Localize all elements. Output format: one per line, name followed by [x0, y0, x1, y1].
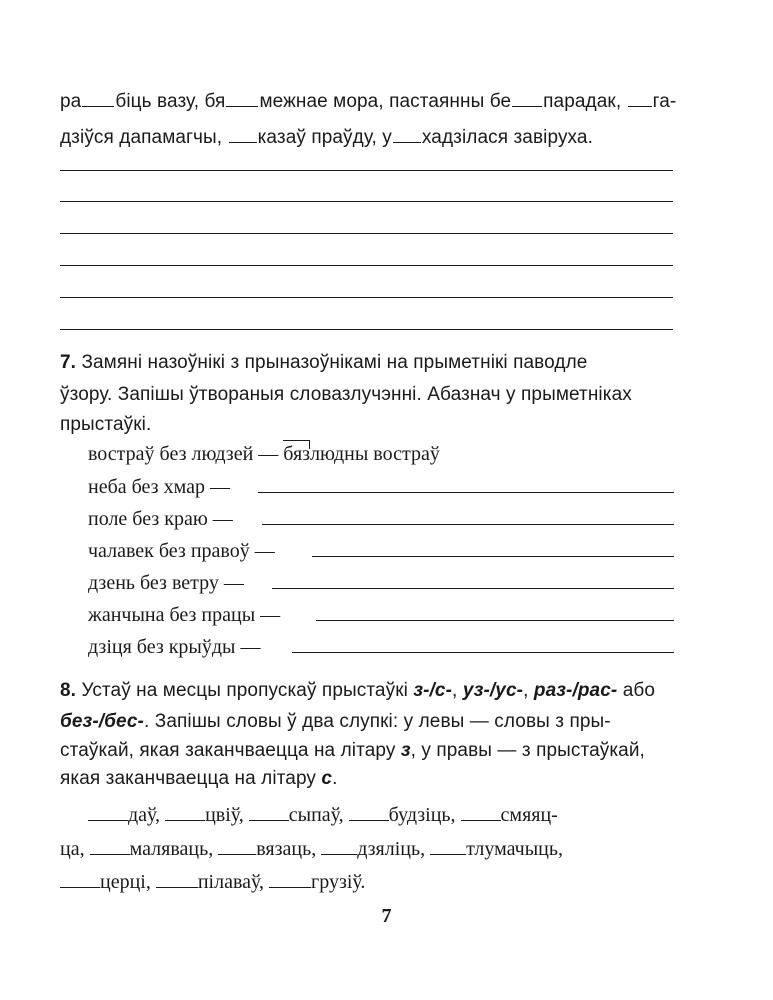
- blank: [393, 124, 421, 143]
- blank: [229, 124, 257, 143]
- blank[interactable]: [430, 836, 466, 855]
- blank[interactable]: [90, 836, 130, 855]
- answer-line[interactable]: [312, 556, 674, 557]
- task-8-instruction-line-3: стаўкай, якая заканчваецца на літару з, у правы — з прыстаўкай,: [60, 740, 645, 761]
- task-7-example: востраў без людзей — бязлюдны востраў: [88, 443, 440, 465]
- task-7-item: поле без краю —: [88, 508, 233, 530]
- answer-line[interactable]: [292, 652, 674, 653]
- answer-line[interactable]: [262, 524, 674, 525]
- task-8-words-row-3: церці, пілаваў, грузіў.: [60, 869, 365, 894]
- prefix-mark: бяз: [283, 443, 311, 465]
- task-8-instruction-line-4: якая заканчваецца на літару с.: [60, 768, 338, 789]
- blank: [512, 88, 542, 107]
- answer-line[interactable]: [316, 620, 674, 621]
- blank[interactable]: [165, 802, 205, 821]
- task-8-words-row-1: даў, цвіў, сыпаў, будзіць, смяяц-: [88, 802, 558, 827]
- blank: [628, 88, 652, 107]
- blank[interactable]: [249, 802, 289, 821]
- exercise-text-line-1: ра біць вазу, бя межнае мора, пастаянны бе парадак, га-: [60, 88, 676, 113]
- task-7-item: дзіця без крыўды —: [88, 636, 261, 658]
- writing-line: [60, 233, 673, 234]
- task-number: 8.: [60, 680, 77, 701]
- blank[interactable]: [269, 869, 311, 888]
- blank[interactable]: [88, 802, 128, 821]
- task-8-instruction-line-2: без-/бес-. Запішы словы ў два слупкі: у левы — словы з пры-: [60, 711, 611, 732]
- exercise-text-line-2: дзіўся дапамагчы, казаў праўду, у хадзілася завіруха.: [60, 124, 593, 149]
- task-number: 7.: [60, 352, 77, 373]
- task-7-item: дзень без ветру —: [88, 572, 244, 594]
- blank[interactable]: [60, 869, 100, 888]
- writing-line: [60, 170, 673, 171]
- blank: [82, 88, 114, 107]
- blank[interactable]: [461, 802, 501, 821]
- page-number: 7: [381, 905, 392, 927]
- blank[interactable]: [349, 802, 389, 821]
- writing-line: [60, 297, 673, 298]
- blank[interactable]: [156, 869, 198, 888]
- task-7-instruction-line-1: 7. Замяні назоўнікі з прыназоўнікамі на прыметнікі паводле: [60, 352, 588, 373]
- blank[interactable]: [218, 836, 256, 855]
- task-7-item: жанчына без працы —: [88, 604, 281, 626]
- task-7-instruction-line-2: ўзору. Запішы ўтвораныя словазлучэнні. Абазнач у прыметніках: [60, 384, 632, 405]
- writing-line: [60, 329, 673, 330]
- task-7-item: неба без хмар —: [88, 476, 230, 498]
- answer-line[interactable]: [258, 492, 674, 493]
- blank[interactable]: [321, 836, 357, 855]
- task-7-instruction-line-3: прыстаўкі.: [60, 414, 152, 435]
- writing-line: [60, 265, 673, 266]
- task-8-instruction-line-1: 8. Устаў на месцы пропускаў прыстаўкі з-/с-, уз-/ус-, раз-/рас- або: [60, 680, 656, 701]
- task-8-words-row-2: ца, маляваць, вязаць, дзяліць, тлумачыць,: [60, 838, 563, 860]
- blank: [226, 88, 258, 107]
- writing-line: [60, 201, 673, 202]
- task-7-item: чалавек без правоў —: [88, 540, 275, 562]
- answer-line[interactable]: [272, 588, 674, 589]
